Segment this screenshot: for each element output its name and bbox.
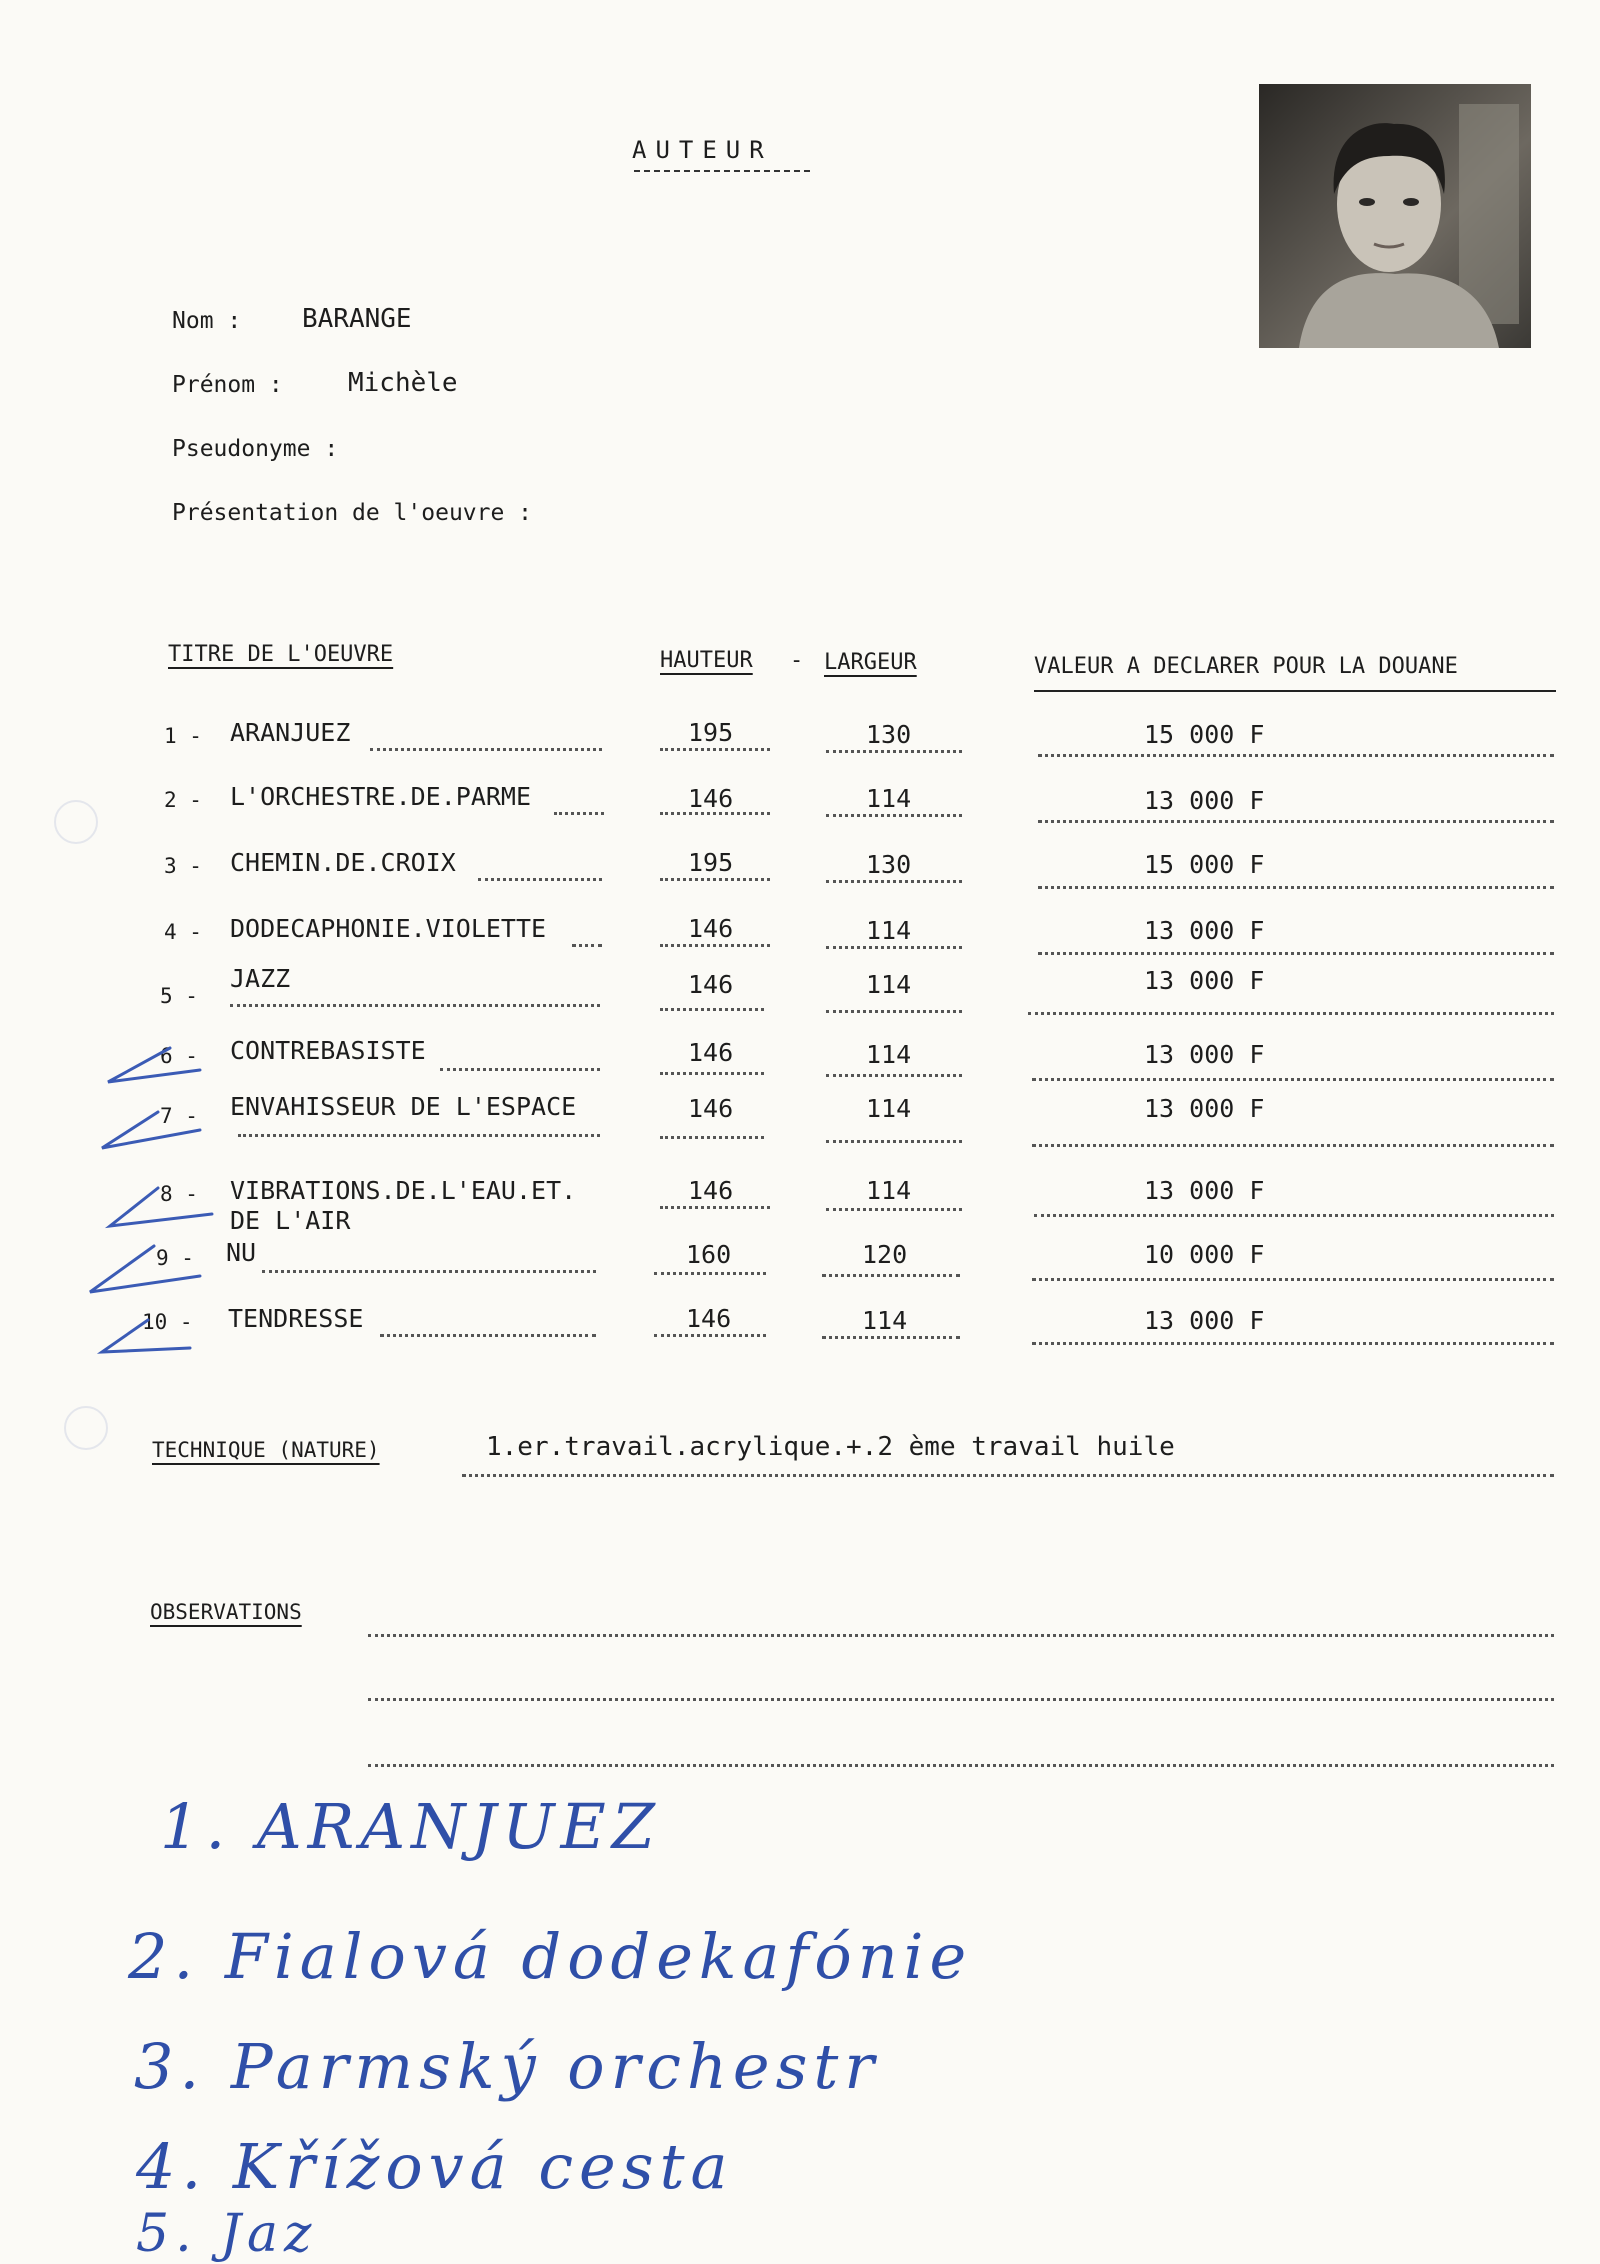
row-title: L'ORCHESTRE.DE.PARME	[230, 782, 532, 811]
title-underline	[634, 170, 810, 172]
row-width: 114	[866, 970, 912, 999]
handwritten-line-2: 2. Fialová dodekafónie	[128, 1920, 973, 1993]
row-title-dots	[554, 812, 604, 815]
row-number: 6 -	[160, 1044, 198, 1068]
row-title: DODECAPHONIE.VIOLETTE	[230, 914, 547, 943]
handwritten-line-3: 3. Parmský orchestr	[134, 2030, 880, 2103]
row-height: 195	[688, 718, 734, 747]
row-title-dots	[380, 1334, 596, 1337]
row-height: 195	[688, 848, 734, 877]
row-title-dots	[572, 944, 602, 947]
author-photo	[1259, 84, 1531, 348]
pseudonyme-label: Pseudonyme :	[172, 436, 339, 462]
row-width: 130	[866, 850, 912, 879]
row-value-dots	[1038, 754, 1554, 757]
row-width-dots	[826, 1010, 962, 1013]
row-value: 13 000 F	[1144, 966, 1265, 995]
row-title: JAZZ	[230, 964, 291, 993]
prenom-value: Michèle	[348, 368, 458, 398]
row-value-dots	[1032, 1078, 1554, 1081]
row-value-dots	[1038, 952, 1554, 955]
row-value-dots	[1038, 886, 1554, 889]
row-height-dots	[654, 1334, 766, 1337]
row-width-dots	[822, 1336, 960, 1339]
punch-hole	[64, 1406, 108, 1450]
row-number: 5 -	[160, 984, 198, 1008]
row-title-dots	[230, 1004, 600, 1007]
row-height-dots	[660, 1136, 764, 1139]
row-title-dots	[478, 878, 602, 881]
row-title: CONTREBASISTE	[230, 1036, 426, 1065]
header-title: TITRE DE L'OEUVRE	[168, 642, 394, 667]
observations-line-3	[368, 1764, 1554, 1767]
row-title: VIBRATIONS.DE.L'EAU.ET.	[230, 1176, 577, 1205]
row-value: 13 000 F	[1144, 1040, 1265, 1069]
row-title-dots	[370, 748, 602, 751]
header-hauteur: HAUTEUR	[660, 648, 753, 673]
row-height: 146	[688, 1094, 734, 1123]
row-number: 2 -	[164, 788, 202, 812]
row-width: 120	[862, 1240, 908, 1269]
row-value: 13 000 F	[1144, 916, 1265, 945]
header-dash: -	[790, 648, 804, 673]
row-value-dots	[1034, 1214, 1554, 1217]
row-number: 7 -	[160, 1104, 198, 1128]
row-width: 114	[862, 1306, 908, 1335]
row-width: 114	[866, 1094, 912, 1123]
row-title: CHEMIN.DE.CROIX	[230, 848, 456, 877]
header-value: VALEUR A DECLARER POUR LA DOUANE	[1034, 654, 1458, 679]
handwritten-check-marks	[80, 1030, 230, 1370]
row-height-dots	[660, 878, 770, 881]
row-width: 130	[866, 720, 912, 749]
row-width: 114	[866, 784, 912, 813]
row-width: 114	[866, 916, 912, 945]
row-title: ARANJUEZ	[230, 718, 351, 747]
row-height-dots	[660, 1206, 770, 1209]
row-height-dots	[660, 944, 770, 947]
row-title: ENVAHISSEUR DE L'ESPACE	[230, 1092, 577, 1121]
row-number: 1 -	[164, 724, 202, 748]
row-value: 13 000 F	[1144, 1306, 1265, 1335]
row-width-dots	[826, 1208, 962, 1211]
row-title: NU	[226, 1238, 257, 1267]
row-number: 3 -	[164, 854, 202, 878]
nom-value: BARANGE	[302, 304, 412, 334]
row-width-dots	[826, 1074, 962, 1077]
row-value-dots	[1032, 1342, 1554, 1345]
handwritten-line-1: 1. ARANJUEZ	[160, 1790, 661, 1863]
observations-label: OBSERVATIONS	[150, 1600, 302, 1624]
row-title-dots	[238, 1134, 600, 1137]
row-value: 15 000 F	[1144, 850, 1265, 879]
row-height-dots	[654, 1272, 766, 1275]
technique-value: 1.er.travail.acrylique.+.2 ème travail huile	[486, 1432, 1175, 1462]
row-number: 9 -	[156, 1246, 194, 1270]
row-width-dots	[822, 1274, 960, 1277]
technique-label: TECHNIQUE (NATURE)	[152, 1438, 380, 1462]
row-width: 114	[866, 1176, 912, 1205]
row-value-dots	[1028, 1012, 1554, 1015]
row-number: 10 -	[142, 1310, 193, 1334]
presentation-label: Présentation de l'oeuvre :	[172, 500, 533, 526]
nom-label: Nom :	[172, 308, 242, 334]
row-width-dots	[826, 814, 962, 817]
row-height: 146	[688, 1176, 734, 1205]
row-number: 4 -	[164, 920, 202, 944]
row-width-dots	[826, 750, 962, 753]
row-value: 10 000 F	[1144, 1240, 1265, 1269]
observations-line-1	[368, 1634, 1554, 1637]
row-value-dots	[1032, 1144, 1554, 1147]
row-value-dots	[1032, 1278, 1554, 1281]
row-title-line2: DE L'AIR	[230, 1206, 351, 1235]
row-title-dots	[440, 1068, 600, 1071]
row-width-dots	[826, 1140, 962, 1143]
row-height-dots	[660, 1008, 764, 1011]
row-value: 15 000 F	[1144, 720, 1265, 749]
row-height-dots	[660, 1072, 764, 1075]
row-height-dots	[660, 748, 770, 751]
row-height: 146	[686, 1304, 732, 1333]
technique-dots	[462, 1474, 1554, 1477]
row-height: 160	[686, 1240, 732, 1269]
row-width-dots	[826, 880, 962, 883]
row-height: 146	[688, 784, 734, 813]
row-title: TENDRESSE	[228, 1304, 364, 1333]
prenom-label: Prénom :	[172, 372, 283, 398]
header-largeur: LARGEUR	[824, 650, 917, 675]
row-height: 146	[688, 914, 734, 943]
row-value: 13 000 F	[1144, 786, 1265, 815]
row-value: 13 000 F	[1144, 1094, 1265, 1123]
row-title-dots	[262, 1270, 596, 1273]
row-number: 8 -	[160, 1182, 198, 1206]
row-height: 146	[688, 970, 734, 999]
row-width: 114	[866, 1040, 912, 1069]
handwritten-line-4: 4. Křížová cesta	[136, 2130, 734, 2203]
row-width-dots	[826, 946, 962, 949]
document-title: AUTEUR	[632, 136, 773, 164]
row-height: 146	[688, 1038, 734, 1067]
observations-line-2	[368, 1698, 1554, 1701]
row-value-dots	[1038, 820, 1554, 823]
handwritten-line-5: 5. Jaz	[136, 2204, 318, 2264]
row-height-dots	[660, 812, 770, 815]
punch-hole	[54, 800, 98, 844]
header-value-underline	[1034, 690, 1556, 692]
row-value: 13 000 F	[1144, 1176, 1265, 1205]
